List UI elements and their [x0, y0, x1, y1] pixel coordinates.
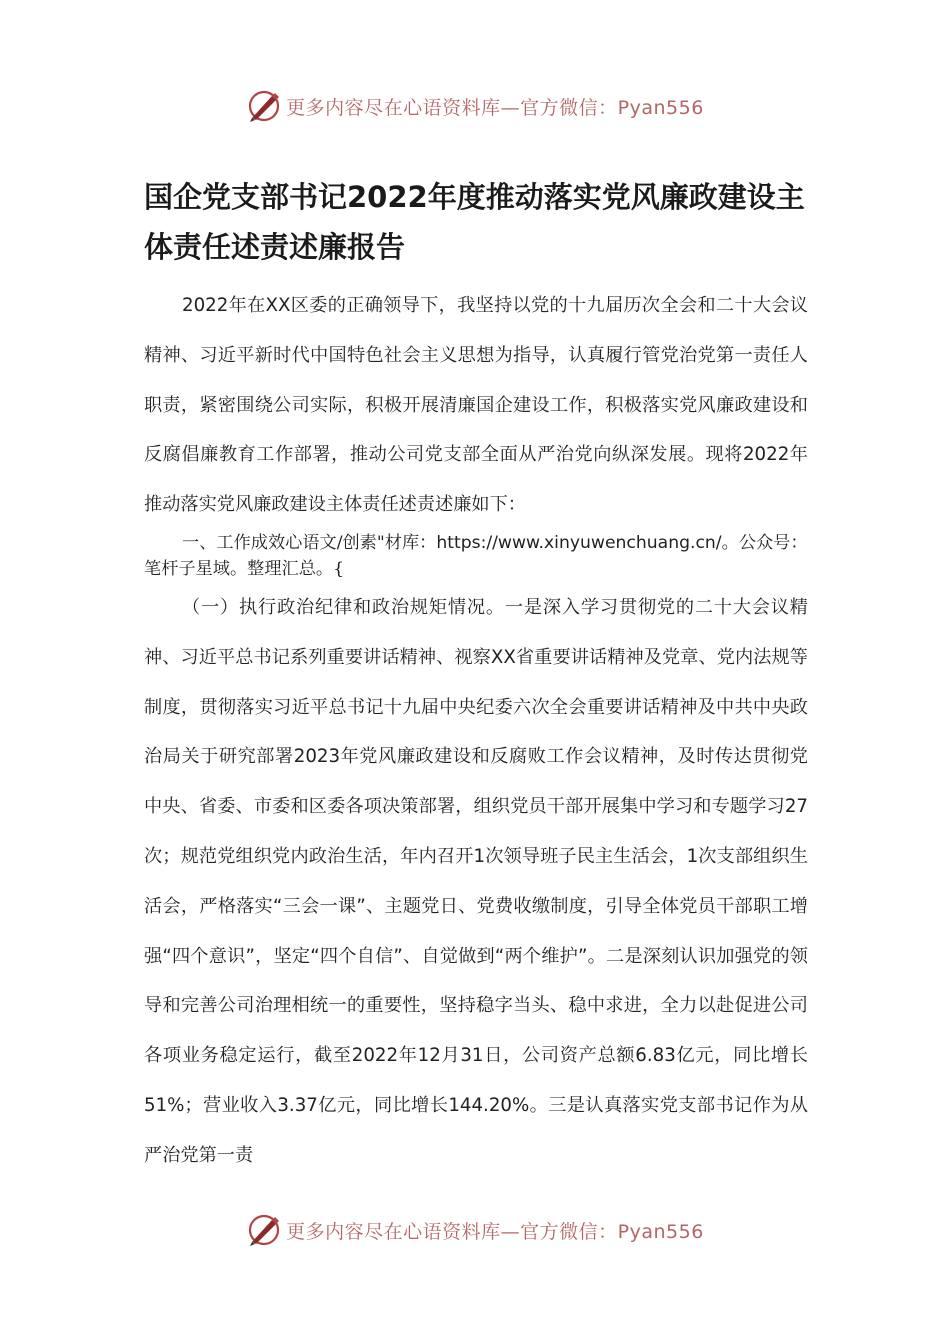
- section-heading-suffix: 。公众号：笔杆子星域。整理汇总。{: [144, 533, 808, 579]
- document-title: 国企党支部书记2022年度推动落实党风廉政建设主体责任述责述廉报告: [144, 180, 805, 264]
- section-heading: [144, 530, 808, 582]
- banner-label: 更多内容尽在心语资料库—官方微信：: [286, 1220, 618, 1243]
- source-url-link[interactable]: https://www.xinyuwenchuang.cn/: [436, 533, 722, 553]
- paragraph-political-discipline: （一）执行政治纪律和政治规矩情况。一是深入学习贯彻党的二十大会议精神、习近平总书记系列重要讲话精神、视察XX省重要讲话精神及党章、党内法规等制度，贯彻落实习近平总书记十九届中央纪委六次全会重要讲话精神及中共中央政治局关于研究部署2023年党风廉政建设和反腐败工作会议精神，及时传达贯彻党中央、省委、市委和区委各项决策部署，组织党员干部开展集中学习和专题学习27次；规范党组织党内政治生活，年内召开1次领导班子民主生活会，1次支部组织生活会，严格落实“三会一课”、主题党日、党费收缴制度，引导全体党员干部职工增强“四个意识”，坚定“四个自信”、自觉做到“两个维护”。二是深刻认识加强党的领导和完善公司治理相统一的重要性，坚持稳字当头、稳中求进，全力以赴促进公司各项业务稳定运行，截至2022年12月31日，公司资产总额6.83亿元，同比增长51%；营业收入3.37亿元，同比增长144.20%。三是认真落实党支部书记作为从严治党第一责: [144, 597, 808, 1166]
- wechat-id: Pyan556: [617, 1220, 704, 1243]
- pen-logo-icon: [246, 1212, 282, 1248]
- banner-text: [286, 1217, 704, 1244]
- footer-banner: [0, 1208, 950, 1252]
- pen-logo-icon: [246, 88, 282, 124]
- section-heading-prefix: 一、工作成效心语文/创素"材库：: [182, 533, 437, 553]
- header-banner: [0, 84, 950, 128]
- banner-text: [286, 93, 704, 120]
- banner-label: 更多内容尽在心语资料库—官方微信：: [286, 96, 618, 119]
- wechat-id: Pyan556: [617, 96, 704, 119]
- paragraph-intro: 2022年在XX区委的正确领导下，我坚持以党的十九届历次全会和二十大会议精神、习近平新时代中国特色社会主义思想为指导，认真履行管党治党第一责任人职责，紧密围绕公司实际，积极开展清廉国企建设工作，积极落实党风廉政建设和反腐倡廉教育工作部署，推动公司党支部全面从严治党向纵深发展。现将2022年推动落实党风廉政建设主体责任述责述廉如下：: [144, 295, 808, 516]
